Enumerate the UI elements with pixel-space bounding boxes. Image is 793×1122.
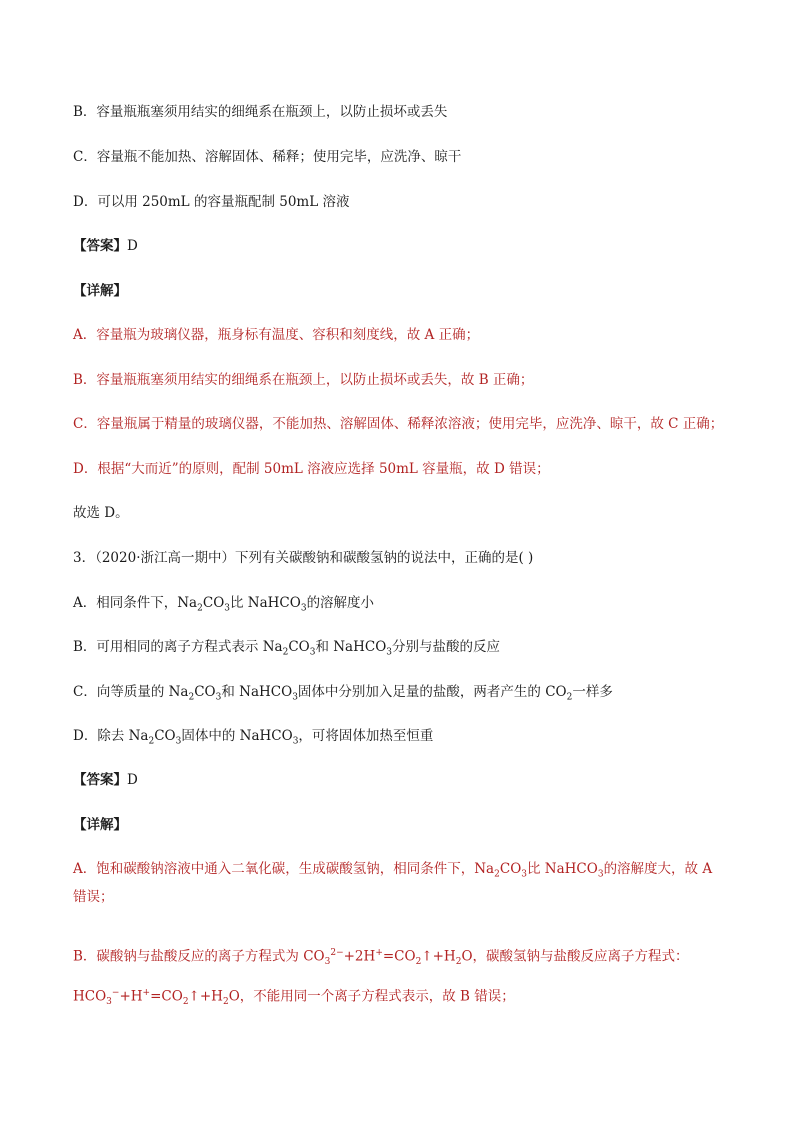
q3-detail-a-sub: 3 (597, 869, 604, 880)
q3-detail-b-sub: 2 (415, 957, 422, 968)
q3-detail-b2-text: =CO (150, 988, 183, 1005)
q3-detail-b2-text: O，不能用同一个离子方程式表示，故 B 错误； (228, 988, 515, 1005)
q3a-text: 的溶解度小 (306, 595, 375, 611)
q3-detail-b2-sub: 3 (106, 997, 112, 1008)
q3-option-b (73, 637, 500, 663)
q3-detail-b2-sup: + (142, 988, 151, 998)
q3-detail-a-text: 的溶解度大，故 A 错误； (73, 861, 713, 905)
q3c-text: 和 NaHCO (221, 684, 293, 700)
q3d-text: CO (154, 728, 176, 744)
q3a-sub: 3 (224, 603, 230, 614)
q3-detail-b-text: =CO (382, 948, 416, 965)
q3-option-a (73, 593, 374, 619)
q3-detail-b2-text: HCO (73, 988, 107, 1005)
q3b-text: CO (288, 639, 310, 655)
q3c-text: 一样多 (572, 684, 613, 700)
q3-detail-a-sub: 3 (521, 869, 527, 880)
q3-option-d (73, 726, 433, 752)
q3-detail-b2-text: +H (119, 988, 143, 1005)
q3-detail-b-text: ↑+H (421, 948, 456, 965)
q3-detail-b-sub: 3 (324, 957, 331, 968)
q3c-text: C．向等质量的 Na (73, 684, 189, 700)
q3-answer (73, 770, 138, 790)
q3d-text: ，可将固体加热至恒重 (298, 728, 434, 744)
q3c-sub: 3 (215, 692, 222, 703)
prev-detail-d: D．根据“大而近”的原则，配制 50mL 溶液应选择 50mL 容量瓶，故 D 错误； (73, 461, 550, 477)
q3-detail-a-text: 比 NaHCO (527, 861, 598, 877)
prev-detail-b: B．容量瓶瓶塞须用结实的细绳系在瓶颈上，以防止损坏或丢失，故 B 正确； (73, 372, 534, 388)
q3-detail-b2-sub: 2 (222, 997, 229, 1008)
q3-detail-b2-text: ↑+H (188, 988, 223, 1005)
q3c-text: CO (194, 684, 216, 700)
q3-detail-a-sub: 2 (494, 869, 500, 880)
q3a-sub: 2 (197, 603, 203, 614)
q3b-sub: 2 (282, 647, 289, 658)
q3d-sub: 3 (175, 736, 182, 747)
q3-detail-b2 (73, 983, 515, 1012)
q3b-sub: 3 (386, 647, 393, 658)
q3a-text: 比 NaHCO (230, 595, 301, 611)
q3-detail-b (73, 943, 689, 972)
q3-detail-a-text: CO (499, 861, 522, 877)
prev-detail-label: 【详解】 (73, 283, 127, 299)
prev-option-b: B．容量瓶瓶塞须用结实的细绳系在瓶颈上，以防止损坏或丢失 (73, 104, 448, 120)
q3c-sub: 2 (566, 692, 573, 703)
answer-value: D (127, 772, 138, 788)
q3-detail-b2-sup: − (111, 988, 120, 998)
q3-detail-b-text: B．碳酸钠与盐酸反应的离子方程式为 CO (73, 948, 325, 965)
prev-detail-a: A．容量瓶为玻璃仪器，瓶身标有温度、容积和刻度线，故 A 正确； (73, 327, 480, 343)
q3c-sub: 2 (188, 692, 195, 703)
q3d-text: 固体中的 NaHCO (181, 728, 293, 744)
q3-detail-b-sup: 2− (330, 948, 344, 958)
q3a-sub: 3 (300, 603, 307, 614)
q3-detail-b-sup: + (375, 948, 383, 958)
prev-option-c: C．容量瓶不能加热、溶解固体、稀释；使用完毕，应洗净、晾干 (73, 149, 462, 165)
q3-detail-label: 【详解】 (73, 817, 127, 833)
q3-detail-a (73, 858, 728, 908)
question3-stem: 3．（2020·浙江高一期中）下列有关碳酸钠和碳酸氢钠的说法中，正确的是( ) (73, 550, 534, 566)
q3d-sub: 2 (148, 736, 155, 747)
q3d-text: D．除去 Na (73, 728, 149, 744)
q3a-text: A．相同条件下，Na (73, 595, 198, 611)
q3c-text: 固体中分别加入足量的盐酸，两者产生的 CO (297, 684, 567, 700)
q3d-sub: 3 (292, 736, 299, 747)
answer-label: 【答案】 (73, 772, 127, 788)
q3a-text: CO (202, 595, 225, 611)
q3b-text: 和 NaHCO (315, 639, 387, 655)
q3-detail-a-text: A．饱和碳酸钠溶液中通入二氧化碳，生成碳酸氢钠，相同条件下，Na (73, 861, 495, 877)
prev-option-d: D．可以用 250mL 的容量瓶配制 50mL 溶液 (73, 194, 350, 210)
q3-detail-b-text: +2H (343, 948, 376, 965)
q3-detail-b-text: O，碳酸氢钠与盐酸反应离子方程式： (461, 948, 689, 965)
answer-label: 【答案】 (73, 238, 127, 254)
q3b-text: B．可用相同的离子方程式表示 Na (73, 639, 283, 655)
prev-answer (73, 236, 138, 256)
q3c-sub: 3 (292, 692, 298, 703)
q3b-text: 分别与盐酸的反应 (392, 639, 501, 655)
q3b-sub: 3 (309, 647, 316, 658)
answer-value: D (127, 238, 138, 254)
prev-conclusion: 故选 D。 (73, 505, 129, 521)
q3-detail-b-sub: 2 (455, 957, 462, 968)
q3-option-c (73, 682, 613, 708)
prev-detail-c: C．容量瓶属于精量的玻璃仪器，不能加热、溶解固体、稀释浓溶液；使用完毕，应洗净、晾干，故 C 正确； (73, 416, 724, 432)
q3-detail-b2-sub: 2 (182, 997, 189, 1008)
